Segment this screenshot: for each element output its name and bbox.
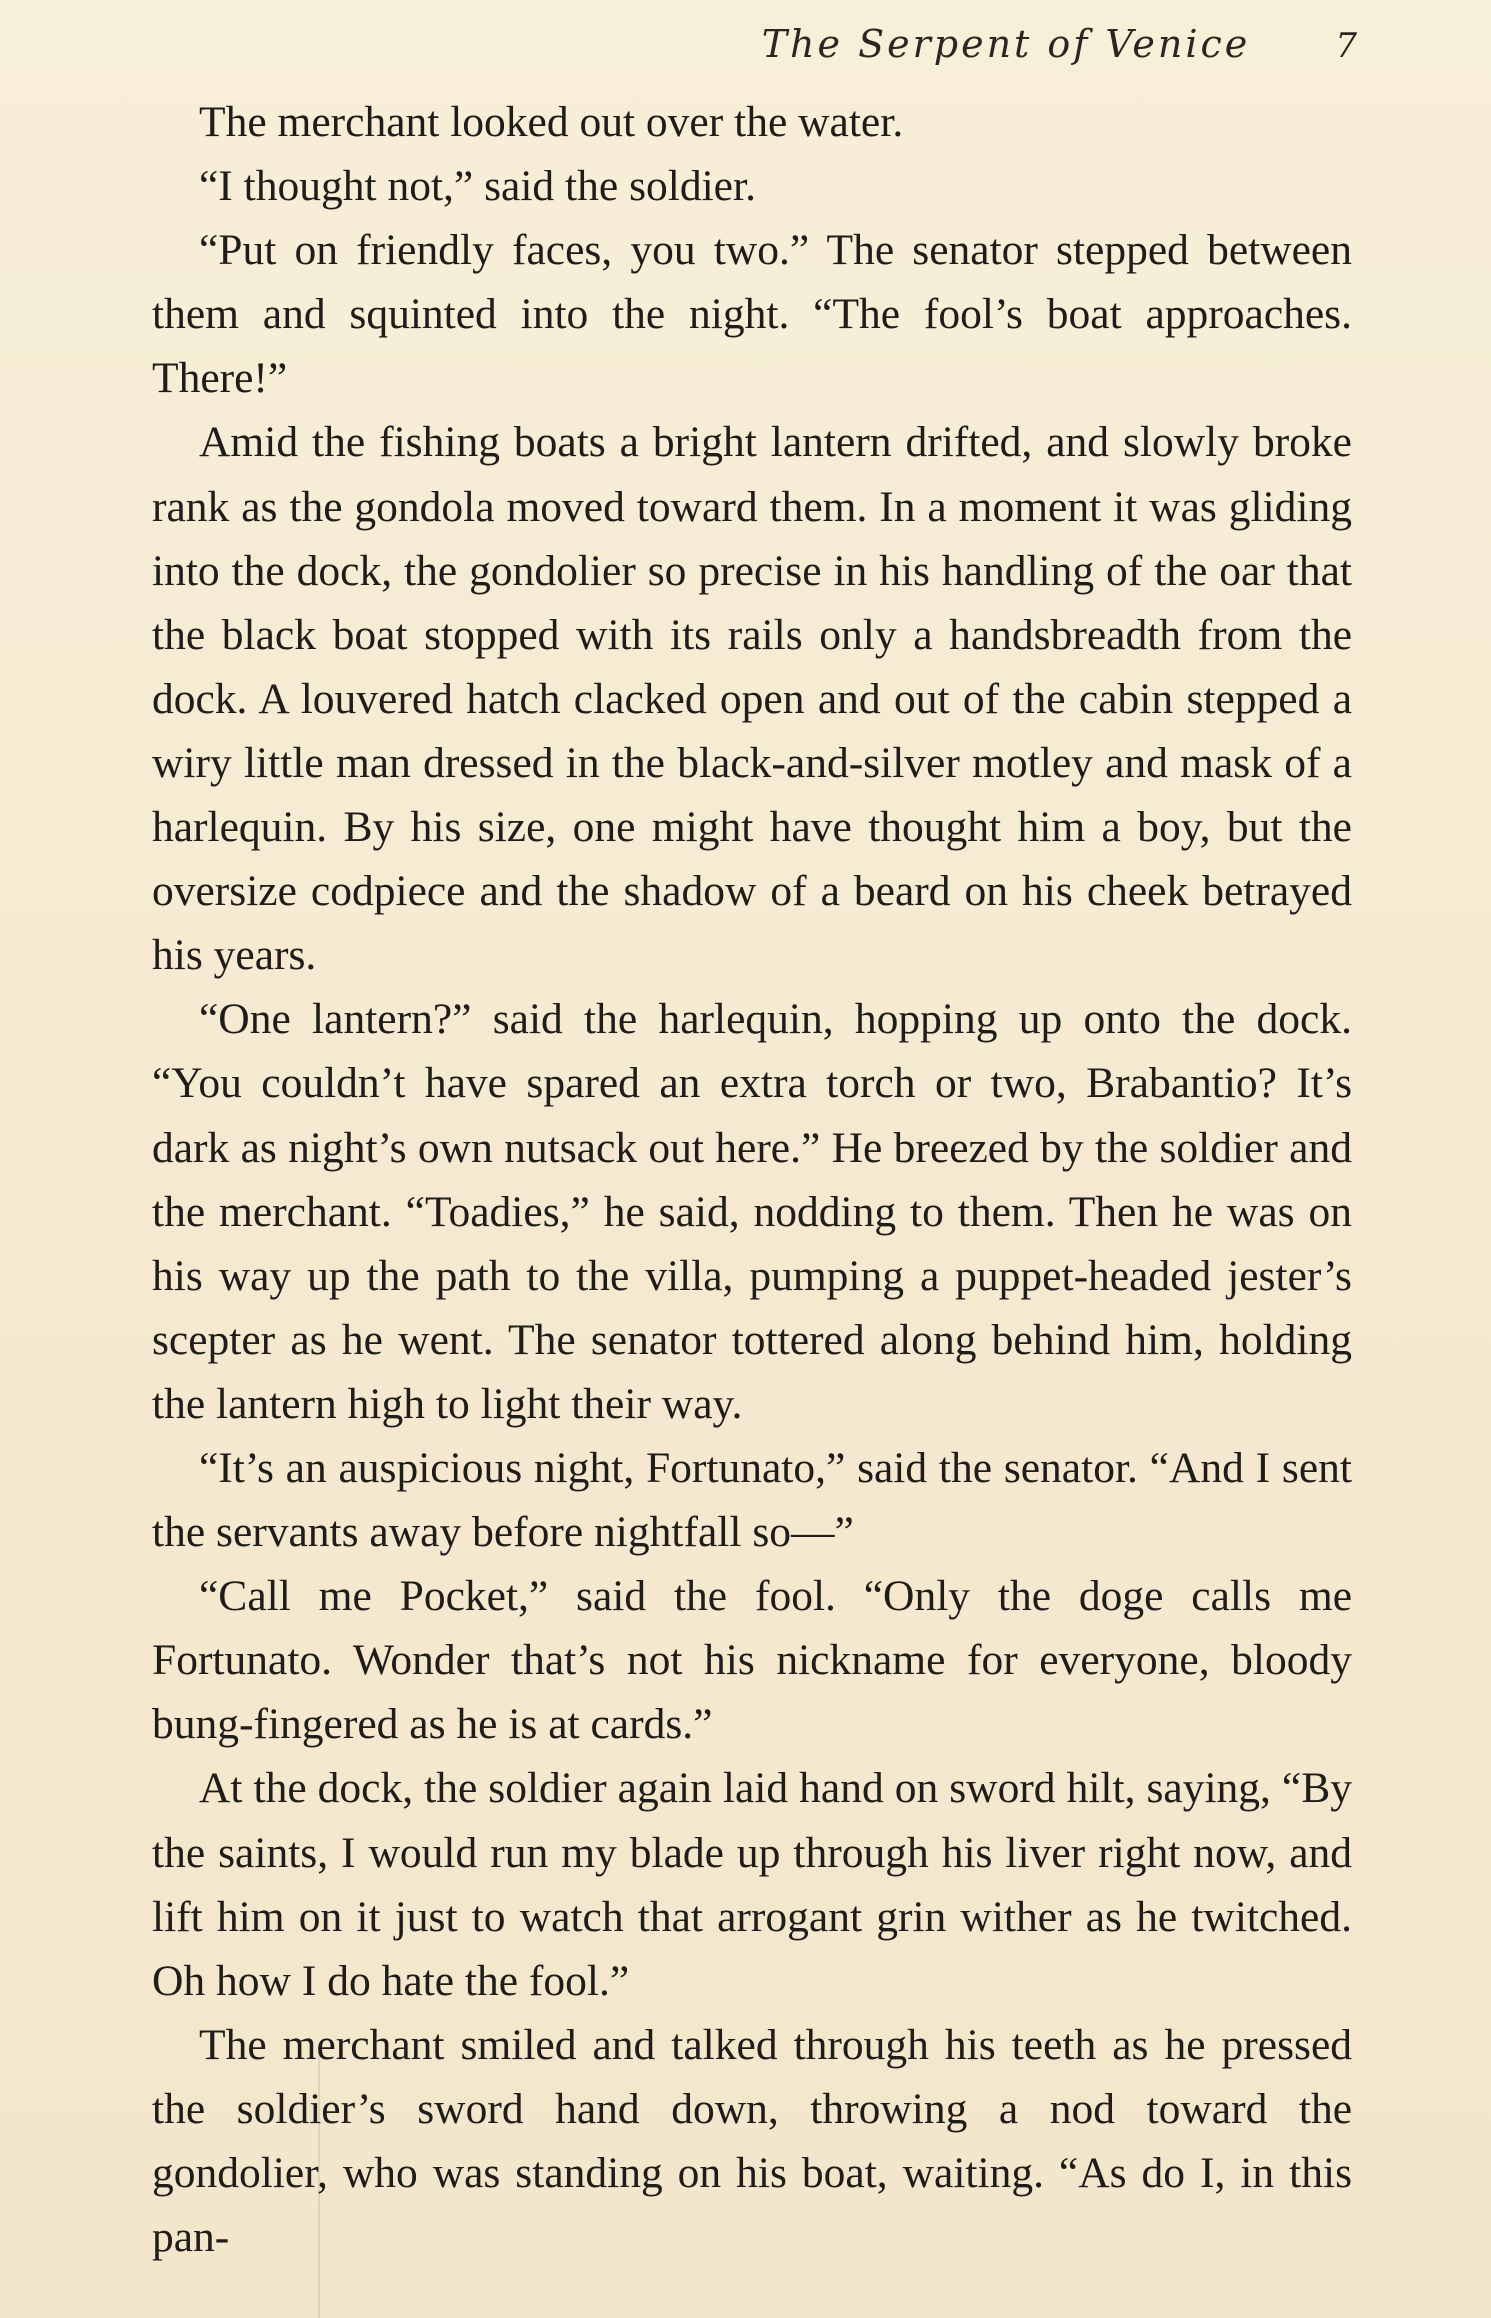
page-header [762,22,1357,82]
running-title: The Serpent of Venice [761,22,1251,66]
paragraph: Amid the fishing boats a bright lantern drifted, and slowly broke rank as the gondola moved toward them. In a moment it was gliding into the dock, the gondolier so precise in his handling of the oar that the black boat stopped with its rails only a handsbreadth from the dock. A louvered hatch clacked open and out of the cabin stepped a wiry little man dressed in the black-and-silver motley and mask of a harlequin. By his size, one might have thought him a boy, but the oversize codpiece and the shadow of a beard on his cheek betrayed his years. [152,418,1352,980]
paragraph: “I thought not,” said the soldier. [199,162,756,211]
body-text [152,90,1352,2269]
paragraph: At the dock, the soldier again laid hand on sword hilt, saying, “By the saints, I would run my blade up through his liver right now, and lift him on it just to watch that arrogant grin wither as he twitched. Oh how I do hate the fool.” [152,1764,1352,2005]
paragraph: The merchant smiled and talked through his teeth as he pressed the soldier’s sword hand down, throwing a nod toward the gondolier, who was standing on his boat, waiting. “As do I, in this pan- [152,2020,1352,2262]
paragraph: “It’s an auspicious night, Fortunato,” said the senator. “And I sent the servants away before nightfall so—” [152,1443,1352,1557]
paragraph: “Put on friendly faces, you two.” The senator stepped between them and squinted into the night. “The fool’s boat approaches. There!” [152,226,1352,403]
paragraph: The merchant looked out over the water. [199,98,904,146]
page-number: 7 [1335,26,1357,66]
paragraph: “One lantern?” said the harlequin, hopping up onto the dock. “You couldn’t have spared an extra torch or two, Brabantio? It’s dark as night’s own nutsack out here.” He breezed by the soldier and the merchant. “Toadies,” he said, nodding to them. Then he was on his way up the path to the villa, pumping a puppet-headed jester’s scepter as he went. The senator tottered along behind him, holding the lantern high to light their way. [152,995,1352,1428]
paragraph: “Call me Pocket,” said the fool. “Only the doge calls me Fortunato. Wonder that’s not his nickname for everyone, bloody bung-fingered as he is at cards.” [152,1572,1352,1749]
